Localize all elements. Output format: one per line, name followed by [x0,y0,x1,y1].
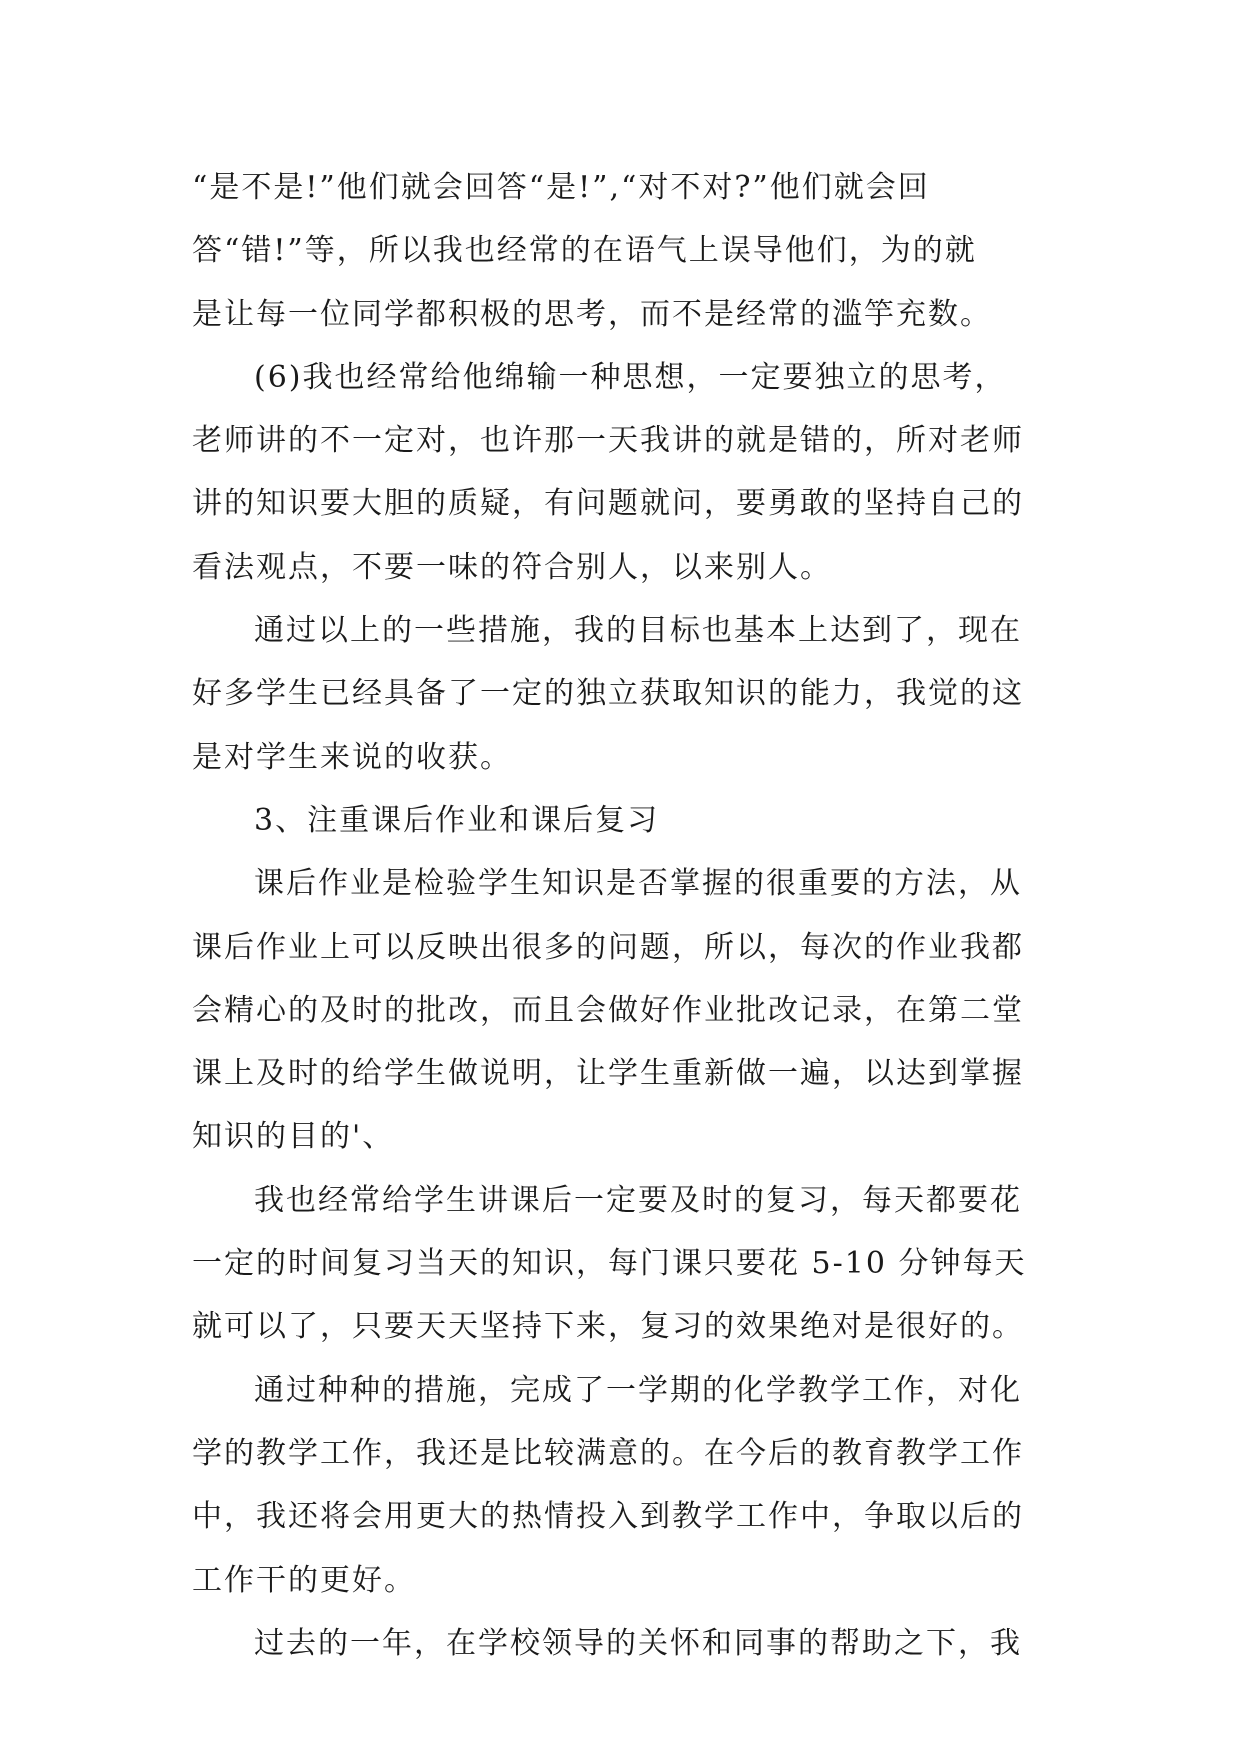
document-text-line: 我也经常给学生讲课后一定要及时的复习，每天都要花 [254,1182,1022,1218]
document-text-line: 中，我还将会用更大的热情投入到教学工作中，争取以后的 [192,1499,1024,1535]
document-text-line: 课上及时的给学生做说明，让学生重新做一遍，以达到掌握 [192,1056,1024,1092]
document-text-line: 学的教学工作，我还是比较满意的。在今后的教育教学工作 [192,1435,1024,1471]
document-text-line: 答“错!”等，所以我也经常的在语气上误导他们，为的就 [192,233,977,269]
document-text-line: (6)我也经常给他绵输一种思想，一定要独立的思考， [254,359,1007,395]
document-text-line: 一定的时间复习当天的知识，每门课只要花 5-10 分钟每天 [192,1246,1027,1282]
document-text-line: 看法观点，不要一味的符合别人，以来别人。 [192,549,832,585]
document-body-text [192,156,1052,1675]
document-text-line: 过去的一年，在学校领导的关怀和同事的帮助之下，我 [254,1625,1022,1661]
document-text-line: 会精心的及时的批改，而且会做好作业批改记录，在第二堂 [192,992,1024,1028]
document-text-line: 通过种种的措施，完成了一学期的化学教学工作，对化 [254,1372,1022,1408]
document-text-line: 讲的知识要大胆的质疑，有问题就问，要勇敢的坚持自己的 [192,486,1024,522]
document-text-line: 工作干的更好。 [192,1562,416,1598]
document-text-line: 是让每一位同学都积极的思考，而不是经常的滥竽充数。 [192,296,992,332]
document-text-line: 就可以了，只要天天坚持下来，复习的效果绝对是很好的。 [192,1309,1024,1345]
document-text-line: 课后作业是检验学生知识是否掌握的很重要的方法，从 [254,866,1022,902]
document-text-line: 3、注重课后作业和课后复习 [254,802,660,838]
document-text-line: 老师讲的不一定对，也许那一天我讲的就是错的，所对老师 [192,423,1024,459]
document-text-line: 通过以上的一些措施，我的目标也基本上达到了，现在 [254,613,1022,649]
document-text-line: 知识的目的'、 [192,1119,395,1155]
document-text-line: 是对学生来说的收获。 [192,739,512,775]
document-text-line: 课后作业上可以反映出很多的问题，所以，每次的作业我都 [192,929,1024,965]
document-text-line: “是不是!”他们就会回答“是!”,“对不对?”他们就会回 [192,170,930,205]
document-text-line: 好多学生已经具备了一定的独立获取知识的能力，我觉的这 [192,676,1024,712]
